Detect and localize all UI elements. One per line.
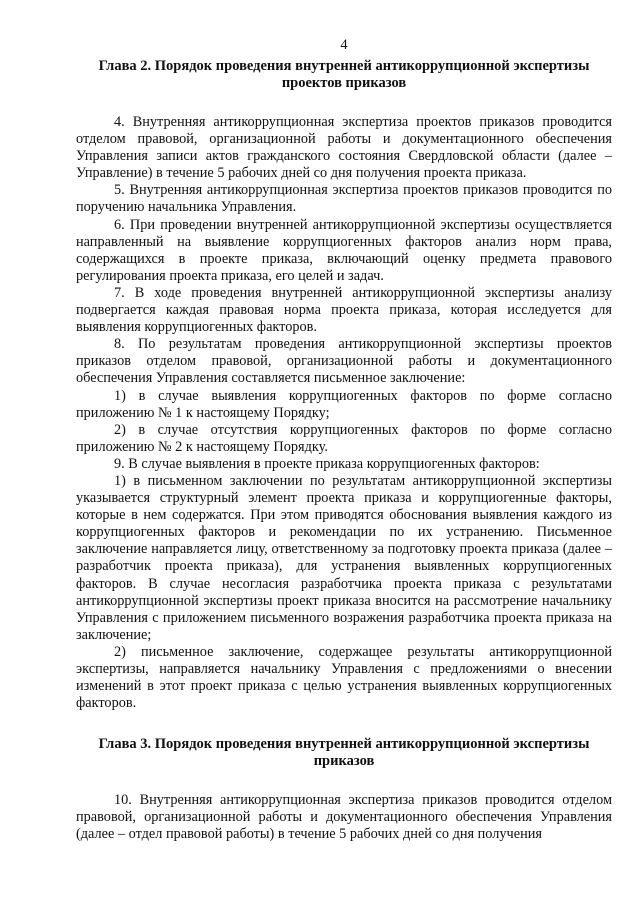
chapter-2-title-line-1: Глава 2. Порядок проведения внутренней антикоррупционной экспертизы	[98, 58, 590, 74]
paragraph-10: 10. Внутренняя антикоррупционная экспертиза приказов проводится отделом правовой, организационной работы и документационного обеспечения Управления (далее – отдел правовой работы) в течение 5 рабочих дней со дня получения	[76, 792, 612, 843]
paragraph-8-item-1: 1) в случае выявления коррупциогенных факторов по форме согласно приложению № 1 к настоящему Порядку;	[76, 387, 612, 421]
paragraph-7: 7. В ходе проведения внутренней антикоррупционной экспертизы анализу подвергается каждая правовая норма проекта приказа, которая исследуется для выявления коррупциогенных факторов.	[76, 284, 612, 336]
paragraph-5: 5. Внутренняя антикоррупционная экспертиза проектов приказов проводится по поручению начальника Управления.	[76, 182, 612, 216]
paragraph-9-item-2: 2) письменное заключение, содержащее результаты антикоррупционной экспертизы, направляется начальнику Управления с предложениями о внесении изменений в этот проект приказа с целью устранения выявленных коррупциогенных факторов.	[76, 643, 612, 712]
paragraph-9-item-1: 1) в письменном заключении по результатам антикоррупционной экспертизы указывается структурный элемент проекта приказа и коррупциогенные факторы, которые в нем содержатся. При этом приводятся обоснования выявления каждого из коррупциогенных факторов и рекомендации по их устранению. Письменное заключение направляется лицу, ответственному за подготовку проекта приказа (далее – разработчик проекта приказа), для устранения выявленных коррупциогенных факторов. В случае несогласия разработчика проекта приказа с результатами антикоррупционной экспертизы проект приказа вносится на рассмотрение начальнику Управления с приложением письменного возражения разработчика проекта приказа на заключение;	[76, 472, 612, 643]
chapter-3-title	[76, 736, 612, 770]
paragraph-6: 6. При проведении внутренней антикоррупционной экспертизы осуществляется направленный на выявление коррупциогенных факторов анализ норм права, содержащихся в проекте приказа, включающий оценку предмета правового регулирования проекта приказа, его целей и задач.	[76, 216, 612, 284]
chapter-2-title	[76, 58, 612, 92]
chapter-2-title-line-2: проектов приказов	[281, 75, 407, 91]
page-number: 4	[340, 37, 348, 53]
paragraph-8: 8. По результатам проведения антикоррупционной экспертизы проектов приказов отделом правовой, организационной работы и документационного обеспечения Управления составляется письменное заключение:	[76, 336, 612, 387]
paragraph-4: 4. Внутренняя антикоррупционная экспертиза проектов приказов проводится отделом правовой, организационной работы и документационного обеспечения Управления записи актов гражданского состояния Свердловской области (далее – Управление) в течение 5 рабочих дней со дня получения проекта приказа.	[76, 114, 612, 182]
chapter-3-title-line-2: приказов	[313, 753, 375, 770]
document-page	[76, 36, 612, 844]
paragraph-8-item-2: 2) в случае отсутствия коррупциогенных факторов по форме согласно приложению № 2 к настоящему Порядку.	[76, 421, 612, 455]
paragraph-9: 9. В случае выявления в проекте приказа коррупциогенных факторов:	[114, 455, 540, 472]
chapter-3-title-line-1: Глава 3. Порядок проведения внутренней антикоррупционной экспертизы	[98, 736, 590, 753]
